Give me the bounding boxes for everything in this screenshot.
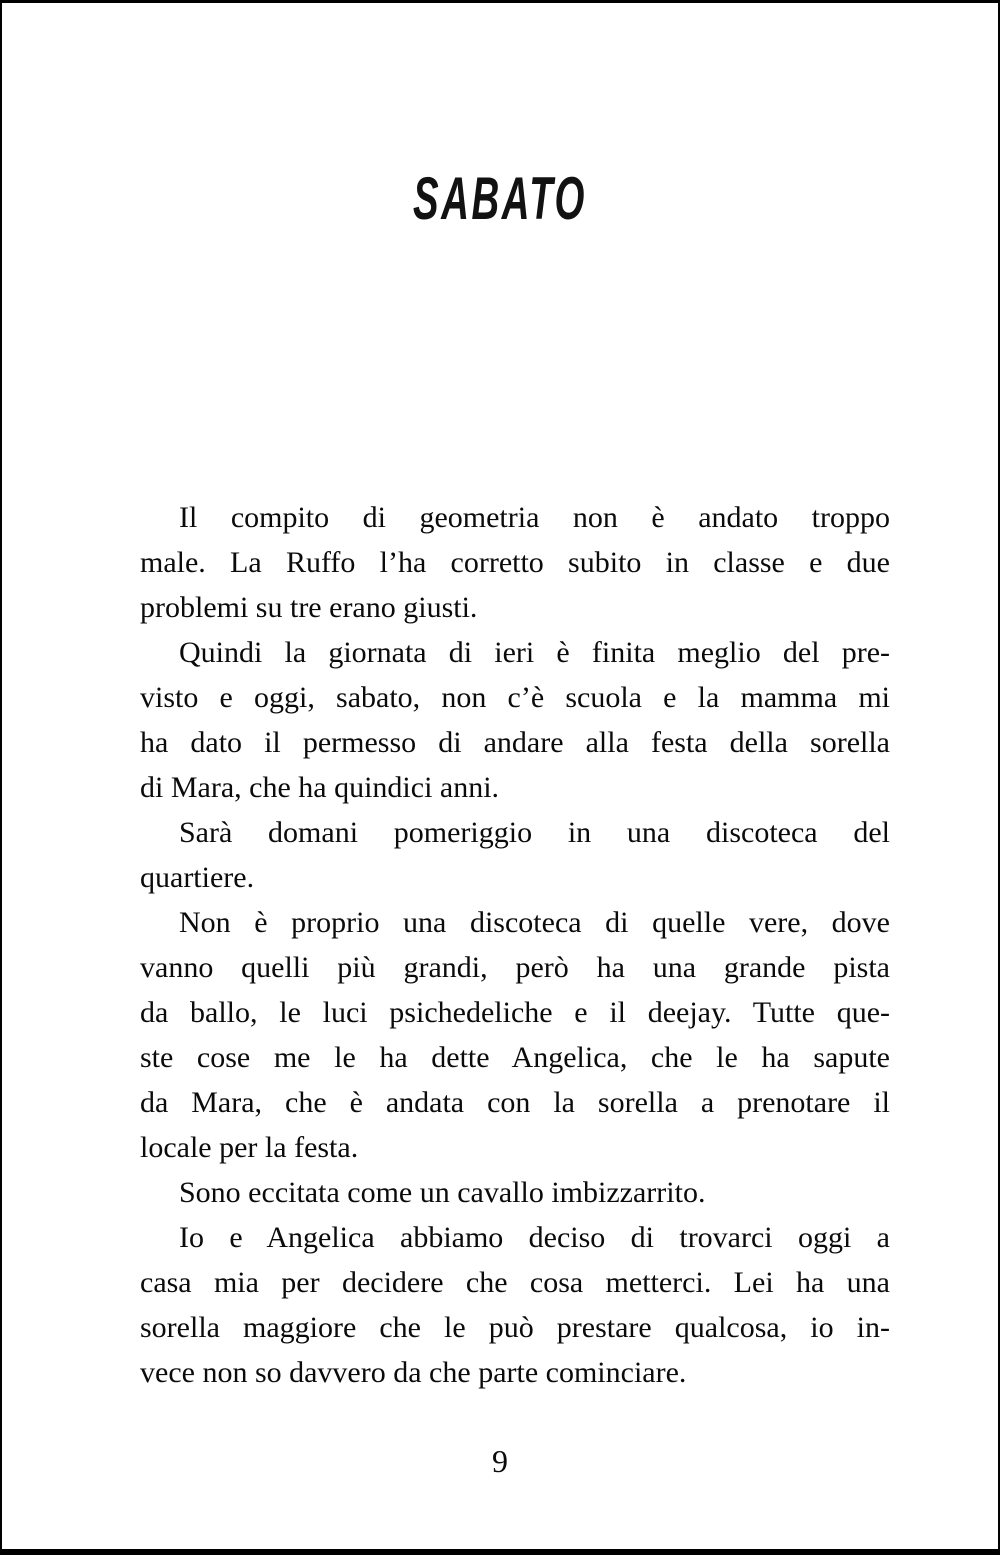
text-line: Quindi la giornata di ieri è finita meglio del pre-: [179, 636, 890, 669]
text-line: da Mara, che è andata con la sorella a prenotare il: [140, 1086, 890, 1119]
text-line: male. La Ruffo l’ha corretto subito in classe e due: [140, 546, 890, 579]
text-line: Il compito di geometria non è andato troppo: [179, 501, 890, 534]
text-line: visto e oggi, sabato, non c’è scuola e la mamma mi: [140, 681, 890, 714]
text-line: vanno quelli più grandi, però ha una grande pista: [140, 951, 890, 984]
body-text: [140, 495, 890, 1395]
text-line: Sarà domani pomeriggio in una discoteca del: [179, 816, 890, 849]
text-line: Sono eccitata come un cavallo imbizzarrito.: [179, 1176, 706, 1209]
text-line: ste cose me le ha dette Angelica, che le ha sapute: [140, 1041, 890, 1074]
text-line: locale per la festa.: [140, 1131, 359, 1164]
paragraph: [140, 900, 890, 1170]
page-number: 9: [492, 1443, 508, 1479]
chapter-title: SABATO: [413, 165, 587, 232]
text-line: problemi su tre erano giusti.: [140, 591, 478, 624]
text-line: di Mara, che ha quindici anni.: [140, 771, 500, 804]
paragraph: [140, 810, 890, 900]
text-line: Non è proprio una discoteca di quelle vere, dove: [179, 906, 890, 939]
text-line: da ballo, le luci psichedeliche e il deejay. Tutte que-: [140, 996, 890, 1029]
text-line: Io e Angelica abbiamo deciso di trovarci oggi a: [179, 1221, 890, 1254]
text-line: casa mia per decidere che cosa metterci. Lei ha una: [140, 1266, 890, 1299]
text-line: sorella maggiore che le può prestare qualcosa, io in-: [140, 1311, 890, 1344]
text-line: ha dato il permesso di andare alla festa della sorella: [140, 726, 890, 759]
paragraph: [140, 1170, 890, 1215]
paragraph: [140, 495, 890, 630]
text-line: vece non so davvero da che parte cominciare.: [140, 1356, 687, 1389]
paragraph: [140, 630, 890, 810]
paragraph: [140, 1215, 890, 1395]
text-line: quartiere.: [140, 861, 255, 894]
